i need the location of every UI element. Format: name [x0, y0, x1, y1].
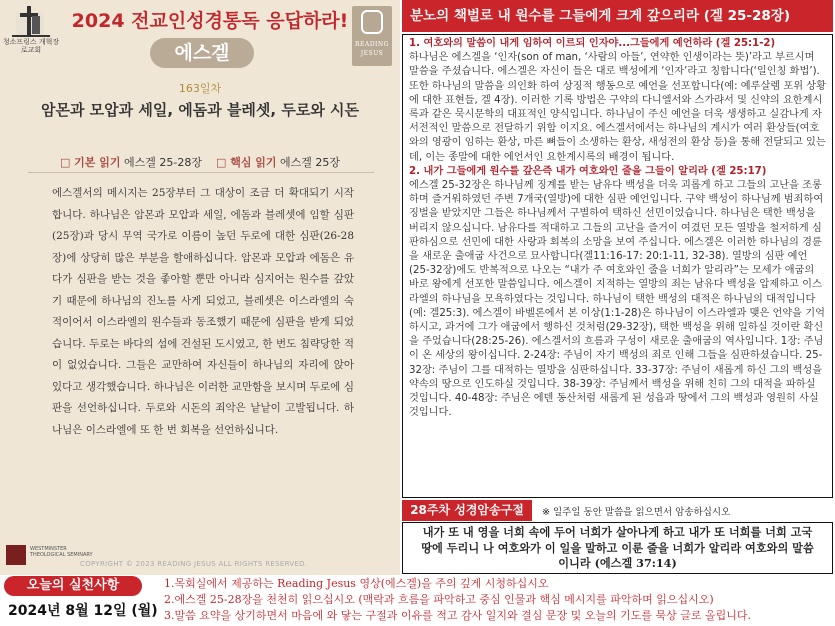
- reading-assignments: [0, 154, 400, 170]
- devotional-title: 암몬과 모압과 세일, 에돔과 블레셋, 두로와 시돈: [40, 101, 360, 119]
- reading-jesus-logo-text: READING JESUS: [355, 41, 389, 57]
- book-name: 에스겔: [150, 38, 254, 68]
- summary-box: [402, 34, 833, 498]
- devotional-body: 에스겔서의 메시지는 25장부터 그 대상이 조금 더 확대되기 시작합니다. 하나님은 암몬과 모압과 세일, 에돔과 블레셋에 임할 심판(25장)과 당시 무역 국가로 이름이 높던 두로에 대한 심판(26-28장)에 상당히 많은 부분을 할애하십니다. 암몬과 모압과 에돔은 유다가 심판을 받는 것을 좋아할 뿐만 아니라 심지어는 원수를 갚았기 때문에 하나님의 진노를 사게 되었고, 블레셋은 이스라엘의 숙적이어서 이스라엘의 원수들과 동조했기 때문에 심판을 받게 되었습니다. 두로는 바다의 섬에 건설된 도시였고, 한 번도 침략당한 적이 없었습니다. 그들은 교만하여 자신들이 하나님의 자리에 앉아 있다고 생각했습니다. 하나님은 이러한 교만함을 보시며 두로에 심판을 선언하십니다. 두로와 시돈의 죄악은 낱낱이 고발됩니다. 하나님은 이스라엘에 또 한 번 회복을 선언하십니다.: [52, 187, 354, 436]
- practice-label: 오늘의 실천사항: [4, 576, 142, 596]
- core-reading-range: 에스겔 25장: [280, 156, 341, 169]
- practice-date: 2024년 8월 12일 (월): [8, 603, 158, 619]
- church-logo-text: 청소프링스 개혁장로교회: [2, 38, 60, 54]
- reading-jesus-emblem-icon: [361, 10, 383, 34]
- memory-verse-note: ※ 일주일 동안 말씀을 읽으면서 암송하십시오: [542, 507, 731, 518]
- seminary-name: WESTMINSTER THEOLOGICAL SEMINARY: [30, 546, 93, 558]
- practice-item: 3.말씀 요약을 상기하면서 마음에 와 닿는 구절과 이유를 적고 감사 일지와 결심 문장 및 오늘의 기도를 묵상 글로 올립니다.: [164, 609, 751, 622]
- memory-verse-label: 28주차 성경암송구절: [402, 500, 532, 521]
- section-2-body: 에스겔 25-32장은 하나님께 징계를 받는 남유다 백성을 더욱 괴롭게 하고 그들의 고난을 조롱하며 즐거워하였던 주변 7개국(열방)에 대한 심판 예언입니다. 구약 백성이 하나님께 범죄하여 징벌을 받았지만 그들은 하나님께서 구별하여 택하신 선민이었습니다. 하나님은 택한 백성을 버리지 않으십니다. 남유다를 적대하고 그들의 고난을 즐거이 여겼던 모든 열방을 철저하게 심판하심으로 선민에 대한 사랑과 회복의 소망을 보여 주십니다. 에스겔은 이러한 하나님의 경륜을 새로운 출애굽 사건으로 묘사합니다(겔11:16-17: 20:1-11, 32-38). 열방의 심판 예언(25-32장)에도 반복적으로 나오는 “내가 주 여호와인 줄을 너희가 알리라”는 모세가 애굽의 바로 왕에게 선포한 말씀입니다. 에스겔이 지적하는 열방의 죄는 남유다 백성을 압제하고 이스라엘의 하나님을 모욕하였다는 것입니다. 하나님이 택한 백성의 대적은 하나님의 대적입니다(예: 겔25:3). 에스겔이 바벨론에서 본 이상(1:1-28)은 하나님이 이스라엘과 맺은 언약을 기억하시고, 과거에 그가 애굽에서 행하신 것처럼(29-32장), 택한 백성을 위해 일하실 것이란 확신을 주었습니다(28:25-26). 에스겔서의 흐름과 구성이 새로운 출애굽의 역사입니다. 1장: 주님이 온 세상의 왕이십니다. 2-24장: 주님이 자기 백성의 죄로 인해 그들을 심판하셨습니다. 25-32장: 주님이 그를 대적하는 열방을 심판하십니다. 33-37장: 주님이 새롭게 하신 그의 백성을 약속의 땅으로 인도하실 것입니다. 38-39장: 주님께서 백성을 위해 친히 그의 대적을 파하실 것입니다. 40-48장: 주님은 에덴 동산처럼 새롭게 된 성읍과 땅에서 그의 백성과 영원히 사실 것입니다.: [409, 180, 825, 419]
- divider: [28, 172, 374, 173]
- section-1-heading: 1. 여호와의 말씀이 내게 임하여 이르되 인자야...그들에게 예언하라 (겔 25:1-2): [409, 38, 776, 49]
- practice-item: 2.에스겔 25-28장을 천천히 읽으십시오 (맥락과 흐름을 파악하고 중심 인물과 핵심 메시지를 파악하며 읽으십시오): [164, 593, 714, 606]
- practice-item: 1.목회실에서 제공하는 Reading Jesus 영상(에스겔)을 주의 깊게 시청하십시오: [164, 577, 549, 590]
- seminary-shield-icon: [6, 545, 26, 565]
- summary-headline: 분노의 책벌로 내 원수를 그들에게 크게 갚으리라 (겔 25-28장): [402, 0, 833, 32]
- section-1-body: 하나님은 에스겔을 ‘인자(son of man, ‘사람의 아들’, 연약한 인생이라는 뜻)’라고 부르시며 말씀을 주셨습니다. 에스겔은 자신이 들은 대로 백성에게 ‘인자’라고 칭합니다(‘일인칭 화법’). 또한 하나님의 말씀을 의인화 하여 상징적 행동으로 예언을 선포합니다(예: 예루살렘 포위 상황에 대한 표현들, 겔 4장). 이러한 기록 방법은 구약의 다니엘서와 스가랴서 및 신약의 요한계시록과 같은 묵시문학의 대표적인 양식입니다. 하나님이 주신 예언을 더욱 생생하고 실감나게 자서전적인 말씀으로 전달하기 위함 이지요. 에스겔서에서는 하나님의 계시가 여러 환상들(여호와의 영광이 임하는 환상, 마른 뼈들이 소생하는 환상, 새성전의 환상 등)을 통해 전달되고 있는데, 이는 종말에 대한 에언서인 요한계시록의 배경이 됩니다.: [409, 52, 826, 163]
- devotional-panel: [0, 0, 400, 575]
- day-number: 163일차: [178, 82, 222, 95]
- basic-reading-label: □ 기본 읽기: [59, 156, 121, 169]
- section-2-heading: 2. 내가 그들에게 원수를 갚은즉 내가 여호와인 줄을 그들이 알리라 (겔 25:17): [409, 165, 767, 177]
- core-reading-label: □ 핵심 읽기: [215, 156, 277, 169]
- memory-verse: 내가 또 내 영을 너희 속에 두어 너희가 살아나게 하고 내가 또 너희를 너희 고국 땅에 두리니 나 여호와가 이 일을 말하고 이룬 줄을 너희가 알리라 여호와의 말씀이니라 (에스겔 37:14): [402, 522, 833, 574]
- practice-list: [164, 576, 834, 624]
- reading-jesus-logo: [352, 6, 392, 66]
- basic-reading-range: 에스겔 25-28장: [124, 156, 202, 169]
- banner-title: 2024 전교인성경통독 응답하라!: [71, 10, 349, 32]
- copyright: COPYRIGHT © 2023 READING JESUS ALL RIGHTS RESERVED.: [80, 560, 308, 568]
